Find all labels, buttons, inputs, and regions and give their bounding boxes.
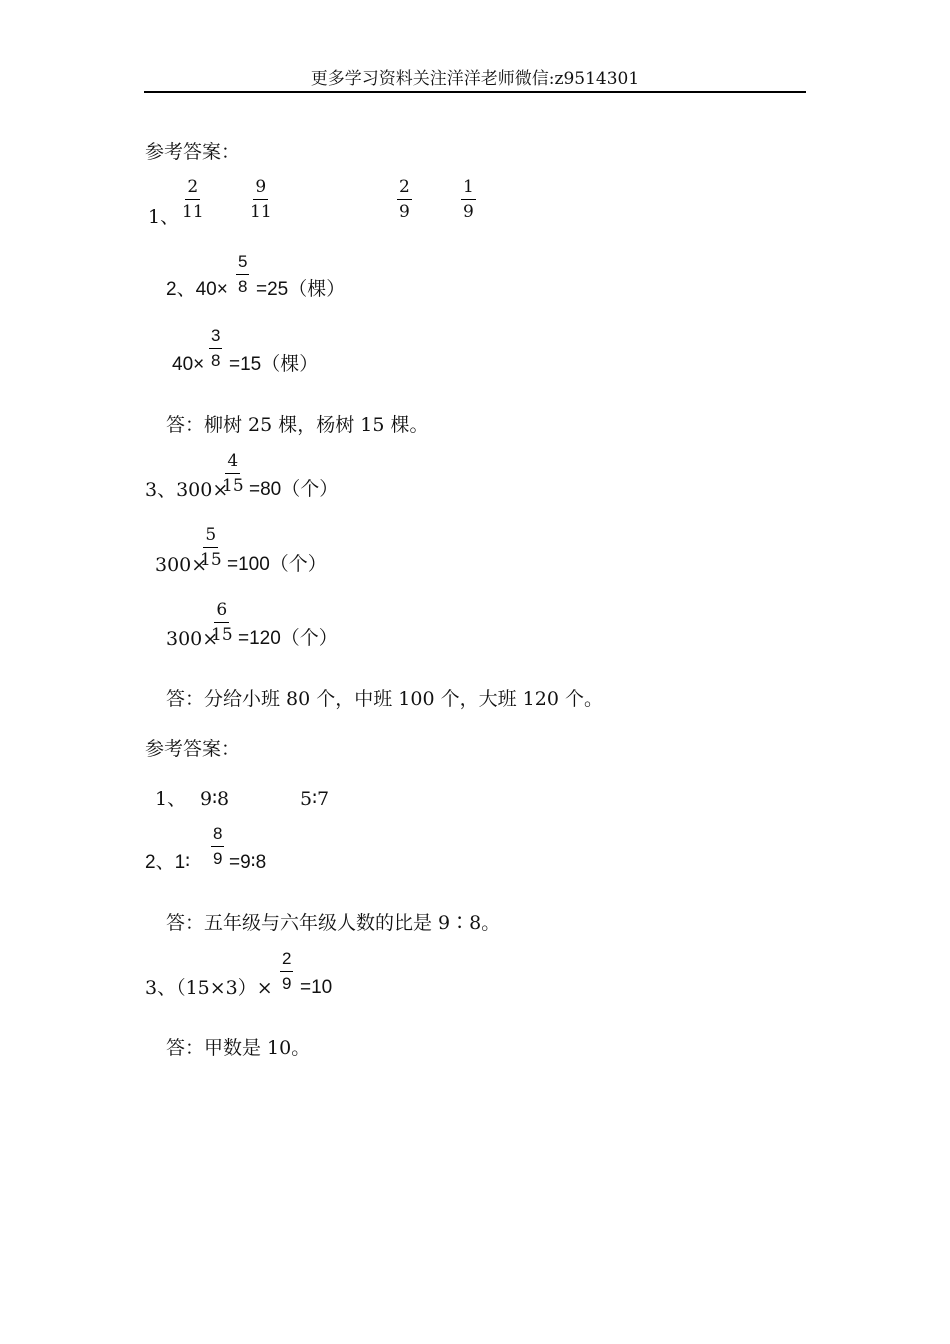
fraction-denominator: 15 — [211, 625, 233, 645]
fraction-numerator: 6 — [214, 600, 229, 623]
fraction-numerator: 9 — [253, 177, 268, 200]
fraction-denominator: 11 — [250, 202, 272, 222]
s2-q3-prefix: 3、（15×3）× — [145, 977, 273, 999]
header-rule — [144, 91, 806, 93]
s2-q2-prefix: 2、1∶ — [145, 852, 191, 873]
q1-fraction-4 — [461, 177, 476, 222]
fraction-denominator: 15 — [200, 550, 222, 570]
fraction-numerator: 2 — [185, 177, 200, 200]
fraction-denominator: 8 — [211, 351, 221, 370]
q2-line1-fraction — [236, 252, 249, 297]
q3-line2-fraction — [200, 525, 222, 570]
section2-title: 参考答案： — [145, 738, 241, 760]
q1-fraction-1 — [182, 177, 204, 222]
fraction-numerator: 5 — [203, 525, 218, 548]
q3-line3-prefix: 300× — [166, 628, 219, 650]
fraction-denominator: 11 — [182, 202, 204, 222]
q3-line1-fraction — [222, 451, 244, 496]
q2-line1-suffix: =25（棵） — [256, 279, 346, 300]
fraction-denominator: 9 — [463, 202, 474, 222]
s2-q1-ratio1: 9∶8 — [200, 788, 230, 810]
fraction-numerator: 2 — [280, 949, 293, 972]
q1-label: 1、 — [148, 206, 180, 228]
fraction-numerator: 2 — [397, 177, 412, 200]
fraction-numerator: 1 — [461, 177, 476, 200]
q3-line1-suffix: =80（个） — [249, 479, 339, 500]
s2-q3-answer: 答：甲数是 10。 — [166, 1037, 311, 1059]
fraction-numerator: 5 — [236, 252, 249, 275]
q1-fraction-3 — [397, 177, 412, 222]
s2-q3-suffix: =10 — [300, 977, 333, 998]
section1-title: 参考答案： — [145, 141, 241, 163]
q3-answer: 答：分给小班 80 个，中班 100 个，大班 120 个。 — [166, 688, 603, 710]
q2-line1-prefix: 2、40× — [166, 279, 228, 300]
q3-line1-prefix: 3、300× — [145, 479, 229, 501]
q3-line3-suffix: =120（个） — [238, 628, 338, 649]
fraction-numerator: 3 — [209, 326, 222, 349]
s2-q2-answer: 答：五年级与六年级人数的比是 9∶8。 — [166, 912, 501, 934]
q3-line2-suffix: =100（个） — [227, 554, 327, 575]
q1-fraction-2 — [250, 177, 272, 222]
s2-q1-label: 1、 — [155, 788, 187, 810]
s2-q2-suffix: =9∶8 — [229, 852, 267, 873]
s2-q3-fraction — [280, 949, 293, 994]
q2-line2-fraction — [209, 326, 222, 371]
fraction-numerator: 8 — [211, 824, 224, 847]
s2-q2-fraction — [211, 824, 224, 869]
q2-line2-prefix: 40× — [172, 354, 205, 375]
page-header: 更多学习资料关注洋洋老师微信:z9514301 — [310, 69, 640, 89]
q2-line2-suffix: =15（棵） — [229, 354, 319, 375]
fraction-denominator: 8 — [238, 277, 248, 296]
q3-line2-prefix: 300× — [155, 554, 208, 576]
fraction-numerator: 4 — [225, 451, 240, 474]
fraction-denominator: 15 — [222, 476, 244, 496]
q2-answer: 答：柳树 25 棵，杨树 15 棵。 — [166, 414, 429, 436]
s2-q1-ratio2: 5∶7 — [300, 788, 330, 810]
fraction-denominator: 9 — [213, 849, 223, 868]
q3-line3-fraction — [211, 600, 233, 645]
fraction-denominator: 9 — [399, 202, 410, 222]
fraction-denominator: 9 — [282, 974, 292, 993]
